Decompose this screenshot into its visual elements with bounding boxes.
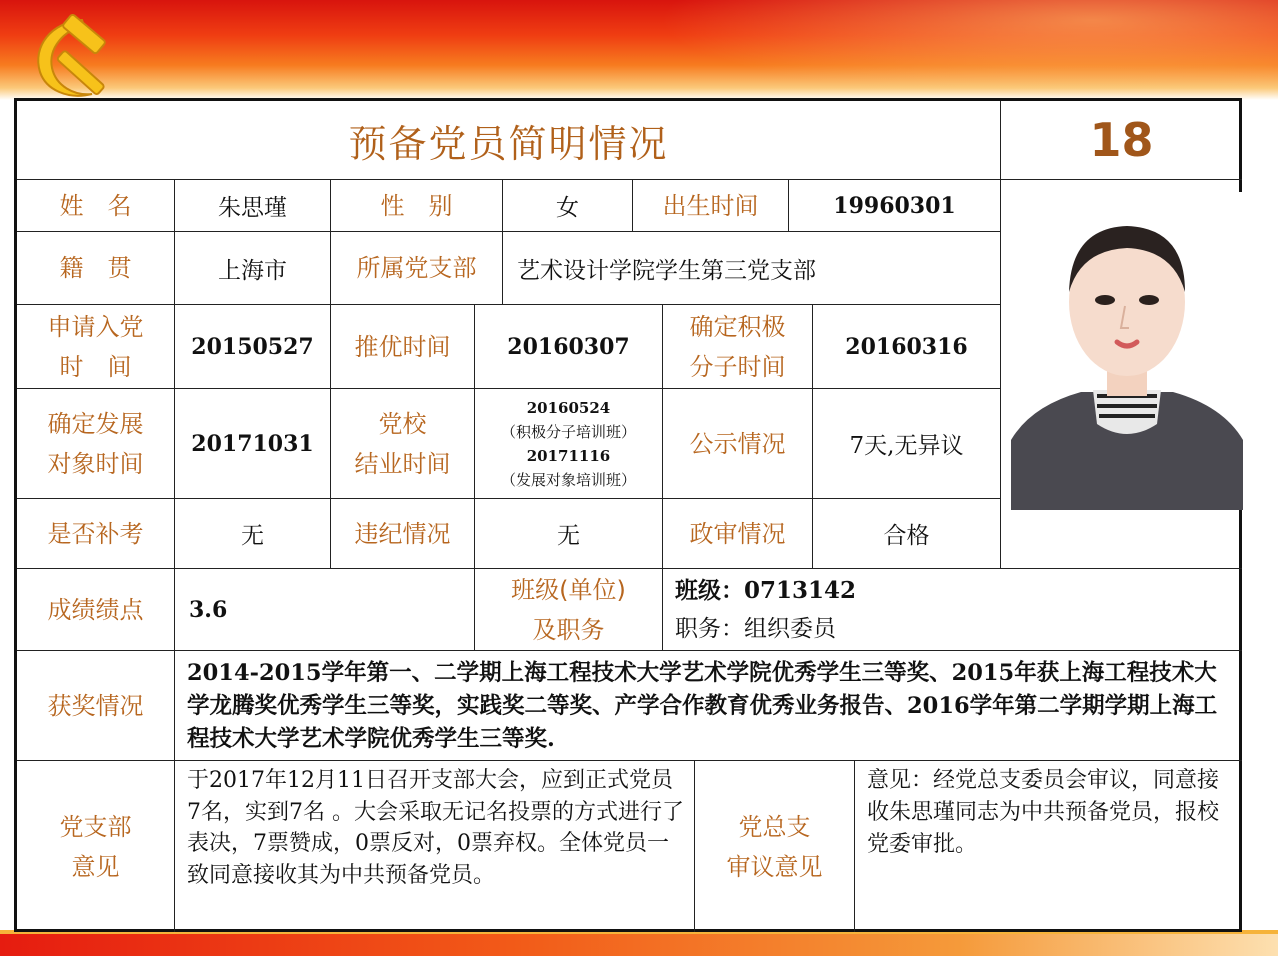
label-gender: 性 别 — [331, 180, 503, 232]
table-title: 预备党员简明情况 — [17, 101, 1001, 180]
value-name: 朱思瑾 — [175, 180, 331, 232]
label-gpa: 成绩绩点 — [17, 569, 175, 651]
value-apply-time: 20150527 — [175, 305, 331, 389]
page-number: 18 — [1001, 101, 1242, 180]
label-birth: 出生时间 — [633, 180, 789, 232]
label-activist-line1: 确定积极 — [689, 312, 786, 341]
value-party-school — [475, 389, 663, 499]
value-recommend-time: 20160307 — [475, 305, 663, 389]
label-activist-line2: 分子时间 — [689, 352, 786, 381]
label-branch: 所属党支部 — [331, 232, 503, 305]
label-apply-line2: 时 间 — [59, 352, 132, 381]
school-date-2: 20171116 — [526, 446, 611, 465]
value-makeup: 无 — [175, 499, 331, 569]
label-class-line2: 及职务 — [532, 615, 605, 644]
hammer-sickle-emblem-icon — [14, 4, 154, 100]
value-gender: 女 — [503, 180, 633, 232]
label-class-duty — [475, 569, 663, 651]
label-general-opinion-line1: 党总支 — [738, 812, 811, 841]
value-awards: 2014-2015学年第一、二学期上海工程技术大学艺术学院优秀学生三等奖、2015年获上海工程技术大学龙腾奖优秀学生三等奖，实践奖二等奖、产学合作教育优秀业务报告、2016学年第二学期学期上海工程技术大学艺术学院优秀学生三等奖. — [175, 651, 1242, 761]
value-gpa: 3.6 — [175, 569, 475, 651]
label-discipline: 违纪情况 — [331, 499, 475, 569]
label-school-line1: 党校 — [378, 409, 427, 438]
label-name: 姓 名 — [17, 180, 175, 232]
value-native: 上海市 — [175, 232, 331, 305]
member-info-table — [14, 98, 1242, 932]
label-branch-opinion-line1: 党支部 — [59, 812, 132, 841]
label-general-opinion-line2: 审议意见 — [726, 852, 823, 881]
label-party-school — [331, 389, 475, 499]
label-class-line1: 班级(单位) — [511, 575, 626, 604]
label-develop-time — [17, 389, 175, 499]
label-branch-opinion — [17, 761, 175, 932]
value-develop-time: 20171031 — [175, 389, 331, 499]
label-awards: 获奖情况 — [17, 651, 175, 761]
bottom-banner — [0, 930, 1278, 956]
duty-line: 职务：组织委员 — [675, 615, 836, 642]
label-native: 籍 贯 — [17, 232, 175, 305]
value-political: 合格 — [813, 499, 1001, 569]
value-general-opinion: 意见：经党总支委员会审议，同意接收朱思瑾同志为中共预备党员，报校党委审批。 — [867, 768, 1220, 857]
banner-glow — [658, 0, 1278, 100]
label-makeup: 是否补考 — [17, 499, 175, 569]
label-school-line2: 结业时间 — [354, 449, 451, 478]
value-branch-opinion: 于2017年12月11日召开支部大会，应到正式党员7名，实到7名 。大会采取无记名投票的方式进行了表决，7票赞成，0票反对，0票弃权。全体党员一致同意接收其为中共预备党员。 — [175, 761, 695, 932]
member-photo — [1011, 192, 1243, 510]
class-line: 班级：0713142 — [675, 576, 857, 604]
label-apply-time — [17, 305, 175, 389]
label-branch-opinion-line2: 意见 — [71, 852, 120, 881]
label-general-opinion — [695, 761, 855, 932]
value-birth: 19960301 — [789, 180, 1001, 232]
value-branch: 艺术设计学院学生第三党支部 — [503, 232, 1001, 305]
label-political: 政审情况 — [663, 499, 813, 569]
school-note-2: （发展对象培训班） — [500, 470, 636, 489]
label-activist-time — [663, 305, 813, 389]
school-note-1: （积极分子培训班） — [500, 422, 636, 441]
school-date-1: 20160524 — [526, 398, 611, 417]
value-discipline: 无 — [475, 499, 663, 569]
label-develop-line2: 对象时间 — [47, 449, 144, 478]
value-publicity: 7天,无异议 — [813, 389, 1001, 499]
value-class-duty — [663, 569, 1242, 651]
top-banner — [0, 0, 1278, 100]
label-develop-line1: 确定发展 — [47, 409, 144, 438]
label-recommend-time: 推优时间 — [331, 305, 475, 389]
value-activist-time: 20160316 — [813, 305, 1001, 389]
label-apply-line1: 申请入党 — [47, 312, 144, 341]
label-publicity: 公示情况 — [663, 389, 813, 499]
